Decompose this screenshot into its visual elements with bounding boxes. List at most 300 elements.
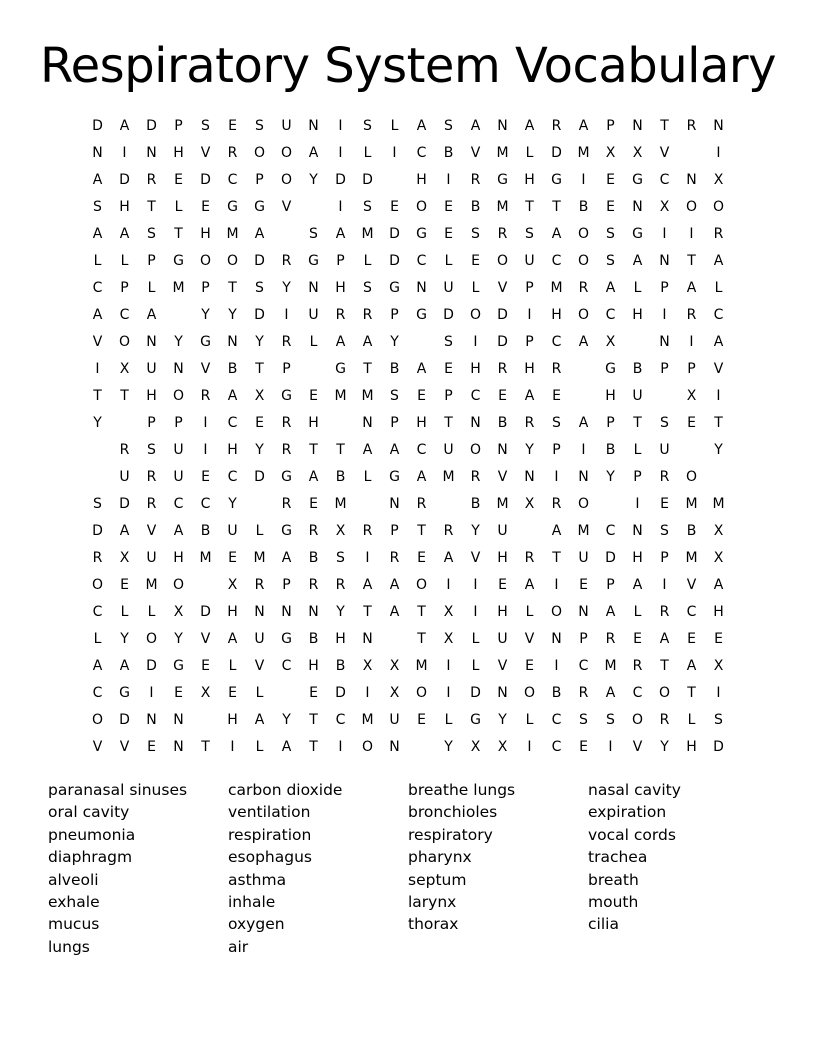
grid-letter: S	[471, 225, 480, 242]
grid-letter: A	[713, 333, 724, 350]
grid-letter: I	[581, 441, 586, 458]
grid-letter: Y	[228, 306, 237, 323]
grid-letter: N	[308, 279, 319, 296]
grid-letter: V	[497, 279, 508, 296]
grid-letter: L	[390, 117, 399, 134]
grid-letter: V	[470, 144, 481, 161]
grid-letter: I	[716, 144, 721, 161]
grid-letter: D	[119, 495, 130, 512]
grid-letter: C	[713, 306, 724, 323]
grid-letter: C	[578, 657, 589, 674]
grid-letter: G	[632, 171, 643, 188]
grid-letter: X	[713, 549, 724, 566]
grid-letter: R	[470, 171, 481, 188]
grid-letter: S	[606, 252, 615, 269]
grid-letter: C	[416, 252, 427, 269]
grid-letter: M	[577, 144, 590, 161]
grid-letter: M	[577, 522, 590, 539]
grid-letter: O	[469, 441, 482, 458]
grid-letter: N	[686, 171, 697, 188]
grid-letter: R	[524, 549, 535, 566]
grid-letter: O	[253, 144, 266, 161]
word-list-item: mouth	[588, 892, 639, 911]
grid-letter: Y	[282, 711, 291, 728]
grid-letter: G	[470, 711, 481, 728]
grid-letter: E	[498, 387, 507, 404]
grid-letter: D	[497, 306, 508, 323]
grid-letter: I	[527, 738, 532, 755]
grid-letter: O	[658, 684, 671, 701]
grid-letter: I	[365, 684, 370, 701]
grid-letter: I	[122, 144, 127, 161]
grid-letter: N	[254, 603, 265, 620]
word-list-item: cilia	[588, 915, 619, 934]
grid-letter: D	[254, 252, 265, 269]
grid-letter: R	[659, 468, 670, 485]
grid-letter: B	[308, 549, 319, 566]
grid-letter: R	[416, 495, 427, 512]
grid-letter: I	[95, 360, 100, 377]
grid-letter: H	[335, 630, 346, 647]
grid-letter: M	[496, 495, 509, 512]
grid-letter: V	[470, 549, 481, 566]
grid-letter: Y	[606, 468, 615, 485]
grid-letter: A	[254, 225, 265, 242]
grid-letter: E	[228, 684, 237, 701]
grid-letter: O	[523, 684, 536, 701]
grid-letter: T	[417, 522, 426, 539]
grid-letter: Y	[471, 522, 480, 539]
grid-letter: D	[200, 171, 211, 188]
grid-letter: R	[443, 522, 454, 539]
grid-letter: L	[471, 657, 480, 674]
grid-letter	[300, 355, 327, 382]
grid-letter: I	[149, 684, 154, 701]
grid-letter: E	[714, 630, 723, 647]
grid-letter: A	[335, 333, 346, 350]
grid-letter: P	[660, 279, 669, 296]
grid-letter: X	[470, 738, 481, 755]
grid-letter	[624, 328, 651, 355]
word-list-item: lungs	[48, 937, 90, 956]
grid-letter: L	[525, 711, 534, 728]
grid-letter: E	[444, 198, 453, 215]
grid-letter: O	[631, 711, 644, 728]
grid-letter: H	[632, 306, 643, 323]
grid-letter: O	[172, 387, 185, 404]
grid-letter: D	[92, 522, 103, 539]
grid-letter: N	[524, 468, 535, 485]
grid-letter: X	[173, 603, 184, 620]
grid-letter: T	[147, 198, 156, 215]
grid-letter: G	[416, 306, 427, 323]
grid-letter: R	[551, 495, 562, 512]
grid-letter: D	[335, 684, 346, 701]
grid-letter: Y	[174, 333, 183, 350]
word-list-item: carbon dioxide	[228, 781, 343, 799]
grid-letter: E	[444, 360, 453, 377]
grid-letter: B	[470, 198, 481, 215]
grid-letter: U	[173, 441, 184, 458]
grid-letter: X	[497, 738, 508, 755]
grid-letter: C	[551, 252, 562, 269]
grid-letter: G	[281, 387, 292, 404]
grid-letter: H	[605, 387, 616, 404]
grid-letter: T	[174, 225, 183, 242]
word-list-item: nasal cavity	[588, 781, 681, 799]
grid-letter: E	[174, 684, 183, 701]
grid-letter: B	[335, 657, 346, 674]
grid-letter: N	[632, 198, 643, 215]
grid-letter: P	[444, 387, 453, 404]
word-list-item: pharynx	[408, 848, 472, 867]
grid-letter: E	[147, 738, 156, 755]
grid-letter: H	[146, 387, 157, 404]
grid-letter	[273, 679, 300, 706]
word-list-item: bronchioles	[408, 803, 498, 822]
grid-letter: C	[605, 306, 616, 323]
grid-letter: O	[415, 684, 428, 701]
grid-letter: I	[662, 576, 667, 593]
grid-letter: V	[497, 657, 508, 674]
grid-letter: A	[416, 360, 427, 377]
grid-letter: L	[255, 684, 264, 701]
word-column	[48, 779, 228, 958]
grid-letter: M	[361, 711, 374, 728]
grid-letter: A	[551, 522, 562, 539]
grid-letter: A	[92, 657, 103, 674]
grid-letter: D	[443, 306, 454, 323]
grid-letter: L	[228, 657, 237, 674]
grid-letter: P	[687, 360, 696, 377]
grid-letter: S	[579, 711, 588, 728]
grid-letter: N	[281, 603, 292, 620]
grid-letter: C	[470, 387, 481, 404]
grid-letter: V	[200, 144, 211, 161]
grid-letter: L	[471, 279, 480, 296]
grid-letter: L	[120, 252, 129, 269]
word-list-item: inhale	[228, 892, 276, 911]
grid-letter: H	[227, 711, 238, 728]
grid-letter: G	[497, 171, 508, 188]
grid-letter: P	[282, 576, 291, 593]
grid-letter: H	[713, 603, 724, 620]
grid-letter: T	[201, 738, 210, 755]
grid-letter: E	[201, 468, 210, 485]
grid-letter: O	[496, 252, 509, 269]
grid-letter	[165, 301, 192, 328]
grid-letter: B	[605, 441, 616, 458]
grid-letter: R	[362, 306, 373, 323]
grid-letter: P	[390, 414, 399, 431]
grid-letter: R	[389, 549, 400, 566]
grid-letter: D	[470, 684, 481, 701]
grid-letter: Y	[444, 738, 453, 755]
grid-letter: P	[552, 441, 561, 458]
grid-letter: R	[659, 603, 670, 620]
grid-letter: P	[579, 630, 588, 647]
grid-letter: S	[363, 198, 372, 215]
grid-letter: B	[578, 198, 589, 215]
grid-letter: S	[552, 414, 561, 431]
grid-letter: X	[227, 576, 238, 593]
grid-letter: C	[659, 171, 670, 188]
grid-letter: C	[92, 279, 103, 296]
grid-letter: O	[415, 576, 428, 593]
grid-letter: S	[606, 225, 615, 242]
grid-letter: E	[444, 225, 453, 242]
grid-letter: I	[230, 738, 235, 755]
grid-letter: U	[254, 630, 265, 647]
grid-letter: U	[443, 441, 454, 458]
grid-letter: Y	[255, 333, 264, 350]
grid-letter: L	[255, 522, 264, 539]
grid-letter: I	[662, 225, 667, 242]
grid-letter: I	[203, 414, 208, 431]
grid-letter: C	[227, 171, 238, 188]
grid-letter: A	[362, 333, 373, 350]
grid-letter: M	[361, 225, 374, 242]
grid-letter: N	[416, 279, 427, 296]
grid-letter	[273, 220, 300, 247]
grid-letter: E	[228, 117, 237, 134]
grid-letter: T	[363, 360, 372, 377]
grid-letter: H	[686, 738, 697, 755]
grid-letter: N	[497, 117, 508, 134]
grid-letter: N	[389, 495, 400, 512]
grid-letter	[84, 436, 111, 463]
grid-letter: Y	[390, 333, 399, 350]
grid-letter: M	[496, 198, 509, 215]
grid-letter: S	[255, 117, 264, 134]
grid-letter: E	[687, 414, 696, 431]
grid-letter: P	[282, 360, 291, 377]
grid-letter: A	[470, 117, 481, 134]
grid-letter: H	[227, 441, 238, 458]
grid-letter: B	[335, 468, 346, 485]
grid-letter: E	[471, 252, 480, 269]
grid-letter: P	[606, 414, 615, 431]
grid-letter: I	[554, 468, 559, 485]
grid-letter: A	[119, 522, 130, 539]
grid-letter: R	[146, 171, 157, 188]
grid-letter: H	[335, 279, 346, 296]
word-column	[408, 779, 588, 958]
grid-letter: O	[685, 198, 698, 215]
grid-letter: P	[633, 468, 642, 485]
grid-letter: I	[473, 333, 478, 350]
grid-letter: C	[173, 495, 184, 512]
grid-letter: T	[309, 738, 318, 755]
grid-letter: U	[443, 279, 454, 296]
grid-letter: M	[442, 468, 455, 485]
grid-letter: Y	[93, 414, 102, 431]
grid-letter: R	[281, 441, 292, 458]
grid-letter: S	[147, 441, 156, 458]
grid-letter: X	[605, 144, 616, 161]
grid-letter: T	[417, 630, 426, 647]
grid-letter: T	[714, 414, 723, 431]
grid-letter: C	[227, 468, 238, 485]
grid-letter: X	[632, 144, 643, 161]
grid-letter: I	[554, 657, 559, 674]
grid-letter: Y	[525, 441, 534, 458]
grid-letter: G	[173, 252, 184, 269]
grid-letter: E	[417, 549, 426, 566]
grid-letter: R	[578, 684, 589, 701]
grid-letter: M	[712, 495, 725, 512]
grid-letter: H	[173, 144, 184, 161]
grid-letter: H	[497, 603, 508, 620]
grid-letter: V	[200, 630, 211, 647]
grid-letter: L	[525, 603, 534, 620]
grid-letter: O	[361, 738, 374, 755]
grid-letter: A	[173, 522, 184, 539]
grid-letter: A	[362, 576, 373, 593]
grid-letter: E	[633, 630, 642, 647]
grid-letter: R	[335, 306, 346, 323]
grid-letter: R	[497, 225, 508, 242]
grid-letter: D	[119, 171, 130, 188]
grid-letter: P	[201, 279, 210, 296]
grid-letter: M	[226, 225, 239, 242]
grid-letter: R	[308, 522, 319, 539]
grid-letter	[678, 436, 705, 463]
grid-letter: P	[174, 414, 183, 431]
grid-letter	[327, 409, 354, 436]
grid-letter: X	[389, 657, 400, 674]
word-list-item: oxygen	[228, 915, 285, 934]
grid-letter	[84, 463, 111, 490]
word-list-item: asthma	[228, 870, 287, 889]
grid-letter: D	[119, 711, 130, 728]
grid-letter: E	[417, 711, 426, 728]
grid-letter: V	[254, 657, 265, 674]
grid-letter: U	[497, 630, 508, 647]
grid-letter: L	[633, 279, 642, 296]
grid-letter: G	[416, 225, 427, 242]
grid-letter	[678, 139, 705, 166]
grid-letter: T	[336, 441, 345, 458]
word-list-item: paranasal sinuses	[48, 781, 188, 799]
grid-letter: O	[469, 306, 482, 323]
grid-letter: T	[228, 279, 237, 296]
grid-letter: M	[415, 657, 428, 674]
grid-letter: M	[172, 279, 185, 296]
grid-letter: R	[146, 495, 157, 512]
grid-letter: X	[605, 333, 616, 350]
word-list-item: vocal cords	[588, 825, 676, 844]
grid-letter: L	[363, 144, 372, 161]
grid-letter: G	[281, 468, 292, 485]
grid-letter: G	[389, 279, 400, 296]
grid-letter: A	[308, 144, 319, 161]
grid-letter: R	[281, 333, 292, 350]
grid-letter: G	[632, 225, 643, 242]
grid-letter: L	[147, 603, 156, 620]
grid-letter: G	[200, 333, 211, 350]
grid-letter: O	[712, 198, 725, 215]
word-list-item: septum	[408, 870, 467, 889]
grid-letter: O	[91, 576, 104, 593]
grid-letter: R	[524, 414, 535, 431]
grid-letter: P	[120, 279, 129, 296]
grid-letter: N	[146, 333, 157, 350]
grid-letter: X	[119, 360, 130, 377]
grid-letter	[408, 733, 435, 760]
grid-letter: I	[689, 333, 694, 350]
grid-letter: O	[199, 252, 212, 269]
grid-letter: N	[497, 441, 508, 458]
grid-letter: R	[92, 549, 103, 566]
grid-letter: N	[632, 117, 643, 134]
grid-letter: A	[416, 468, 427, 485]
grid-letter: V	[659, 144, 670, 161]
grid-letter: N	[146, 144, 157, 161]
grid-letter: B	[497, 414, 508, 431]
grid-letter: P	[660, 549, 669, 566]
grid-letter: X	[443, 630, 454, 647]
grid-letter: I	[716, 387, 721, 404]
grid-letter: S	[147, 225, 156, 242]
grid-letter: H	[308, 657, 319, 674]
grid-letter: I	[365, 549, 370, 566]
grid-letter: E	[579, 576, 588, 593]
grid-letter: V	[92, 333, 103, 350]
grid-letter: T	[363, 603, 372, 620]
grid-letter: L	[525, 144, 534, 161]
grid-letter: A	[659, 630, 670, 647]
grid-letter: S	[255, 279, 264, 296]
grid-letter: O	[280, 171, 293, 188]
grid-letter: Y	[174, 630, 183, 647]
word-list-item: ventilation	[228, 803, 311, 822]
grid-letter: D	[254, 468, 265, 485]
grid-letter: A	[362, 441, 373, 458]
grid-letter: U	[146, 549, 157, 566]
grid-letter: D	[713, 738, 724, 755]
grid-letter: B	[308, 630, 319, 647]
grid-letter: B	[227, 360, 238, 377]
grid-letter: A	[443, 549, 454, 566]
grid-letter: M	[334, 387, 347, 404]
grid-letter: A	[686, 657, 697, 674]
grid-letter: N	[146, 711, 157, 728]
grid-letter: Y	[255, 441, 264, 458]
grid-letter: A	[713, 576, 724, 593]
grid-letter: O	[118, 333, 131, 350]
grid-letter: H	[551, 306, 562, 323]
grid-letter: X	[362, 657, 373, 674]
grid-letter: I	[689, 225, 694, 242]
grid-letter: T	[120, 387, 129, 404]
grid-letter: D	[389, 225, 400, 242]
grid-letter: E	[174, 171, 183, 188]
grid-letter: Y	[660, 738, 669, 755]
grid-letter: A	[119, 117, 130, 134]
grid-letter: L	[120, 603, 129, 620]
grid-letter: C	[92, 603, 103, 620]
grid-letter: I	[392, 144, 397, 161]
grid-letter: A	[578, 414, 589, 431]
grid-letter: M	[685, 495, 698, 512]
grid-letter: I	[446, 576, 451, 593]
grid-letter: L	[255, 738, 264, 755]
grid-letter: N	[659, 252, 670, 269]
grid-letter: A	[92, 225, 103, 242]
grid-letter: L	[471, 630, 480, 647]
grid-letter: P	[660, 360, 669, 377]
